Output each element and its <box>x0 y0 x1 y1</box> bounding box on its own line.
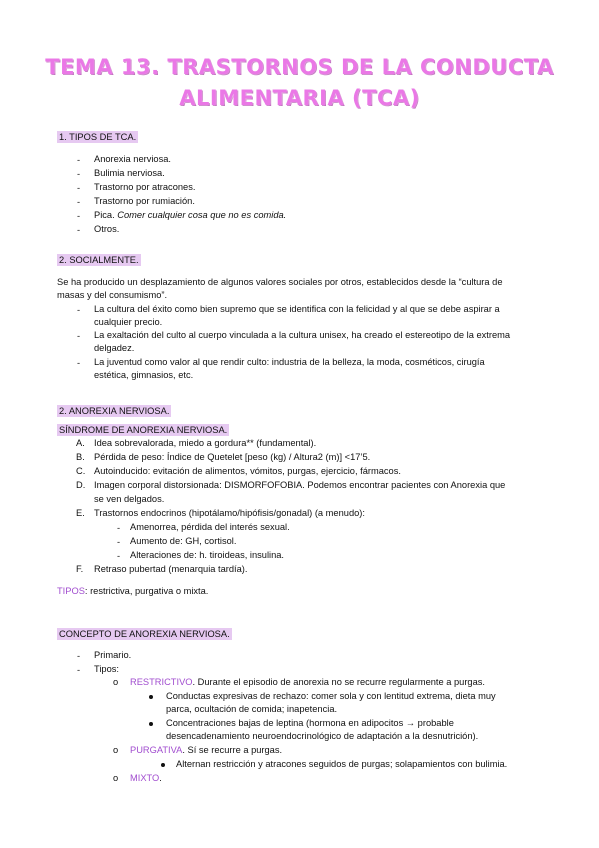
mixto-text: . <box>159 773 162 783</box>
tipos-label: TIPOS <box>57 586 85 596</box>
bullet-line: cualquier precio. <box>94 317 163 327</box>
bullet-line: Concentraciones bajas de leptina (hormona en adipocitos → probable <box>166 718 454 728</box>
section-heading-anorexia: 2. ANOREXIA NERVIOSA. <box>59 406 170 416</box>
dash-bullet: - <box>77 665 81 675</box>
list-item: Primario. <box>94 650 132 660</box>
sub-item: Aumento de: GH, cortisol. <box>130 536 237 546</box>
tipos-line <box>57 585 208 599</box>
criterion-a: Idea sobrevalorada, miedo a gordura** (fundamental). <box>94 438 317 448</box>
dash-bullet: - <box>77 651 81 661</box>
dash-bullet: - <box>77 155 81 165</box>
paragraph-line: Se ha producido un desplazamiento de algunos valores sociales por otros, establecidos desde la “cultura de <box>57 277 503 287</box>
section-heading-socialmente: 2. SOCIALMENTE. <box>59 255 139 265</box>
section-heading-concepto: CONCEPTO DE ANOREXIA NERVIOSA. <box>59 629 230 639</box>
title-line-2: ALIMENTARIA (TCA) <box>179 86 420 110</box>
criterion-c: Autoinducido: evitación de alimentos, vómitos, purgas, ejercicio, fármacos. <box>94 466 401 476</box>
list-item: Trastorno por rumiación. <box>94 196 195 206</box>
letter-marker: B. <box>76 452 85 462</box>
tipos-text: : restrictiva, purgativa o mixta. <box>84 586 209 596</box>
bullet-line: La cultura del éxito como bien supremo que se identifica con la felicidad y al que se debe aspirar a <box>94 304 500 314</box>
dot-bullet <box>149 722 153 726</box>
letter-marker: D. <box>76 480 86 490</box>
bullet-line: Conductas expresivas de rechazo: comer sola y con lentitud extrema, dieta muy <box>166 691 496 701</box>
dash-bullet: - <box>77 197 81 207</box>
bullet-line: estética, gimnasios, etc. <box>94 370 194 380</box>
list-item: Otros. <box>94 224 120 234</box>
bullet-line: desencadenamiento neuroendocrinológico de adaptación a la desnutrición). <box>166 731 479 741</box>
circle-bullet: o <box>113 773 119 783</box>
restrictivo-line <box>130 676 485 690</box>
restrictivo-label: RESTRICTIVO <box>130 677 193 687</box>
criterion-d-cont: se ven delgados. <box>94 494 165 504</box>
criterion-d: Imagen corporal distorsionada: DISMORFOFOBIA. Podemos encontrar pacientes con Anorexia que <box>94 480 506 490</box>
purgativa-label: PURGATIVA <box>130 745 183 755</box>
dash-bullet: - <box>117 537 121 547</box>
sub-item: Alteraciones de: h. tiroideas, insulina. <box>130 550 285 560</box>
purgativa-line <box>130 744 282 758</box>
list-item: Trastorno por atracones. <box>94 182 196 192</box>
letter-marker: E. <box>76 508 85 518</box>
mixto-line <box>130 772 162 786</box>
bullet-line: delgadez. <box>94 343 135 353</box>
circle-bullet: o <box>113 677 119 687</box>
bullet-line: La juventud como valor al que rendir culto: industria de la belleza, la moda, cosméticos, cirugía <box>94 357 485 367</box>
dot-bullet <box>161 763 165 767</box>
criterion-f: Retraso pubertad (menarquia tardía). <box>94 564 248 574</box>
dash-bullet: - <box>77 358 81 368</box>
bullet-line: parca, ocultación de comida; inapetencia. <box>166 704 338 714</box>
list-item: Anorexia nerviosa. <box>94 154 171 164</box>
criterion-e: Trastornos endocrinos (hipotálamo/hipófisis/gonadal) (a menudo): <box>94 508 365 518</box>
title-line-1: TEMA 13. TRASTORNOS DE LA CONDUCTA <box>45 55 554 79</box>
dash-bullet: - <box>117 523 121 533</box>
dash-bullet: - <box>77 225 81 235</box>
subheading-sindrome: SÍNDROME DE ANOREXIA NERVIOSA. <box>59 425 228 435</box>
pica-note: Comer cualquier cosa que no es comida. <box>117 210 287 220</box>
mixto-label: MIXTO <box>130 773 160 783</box>
list-item: Tipos: <box>94 664 119 674</box>
letter-marker: A. <box>76 438 85 448</box>
purgativa-text: . Sí se recurre a purgas. <box>182 745 283 755</box>
bullet-line: Alternan restricción y atracones seguidos de purgas; solapamientos con bulimia. <box>176 759 508 769</box>
dot-bullet <box>149 695 153 699</box>
circle-bullet: o <box>113 745 119 755</box>
dash-bullet: - <box>117 551 121 561</box>
list-item: Bulimia nerviosa. <box>94 168 165 178</box>
letter-marker: F. <box>76 564 84 574</box>
dash-bullet: - <box>77 183 81 193</box>
dash-bullet: - <box>77 211 81 221</box>
paragraph-line: masas y del consumismo”. <box>57 290 168 300</box>
dash-bullet: - <box>77 331 81 341</box>
pica-label: Pica. <box>94 210 115 220</box>
bullet-line: La exaltación del culto al cuerpo vinculada a la cultura unisex, ha creado el estereotipo de la extrema <box>94 330 511 340</box>
section-heading-tipos: 1. TIPOS DE TCA. <box>59 132 137 142</box>
sub-item: Amenorrea, pérdida del interés sexual. <box>130 522 290 532</box>
restrictivo-text: . Durante el episodio de anorexia no se recurre regularmente a purgas. <box>192 677 486 687</box>
list-item <box>94 209 286 223</box>
dash-bullet: - <box>77 169 81 179</box>
dash-bullet: - <box>77 305 81 315</box>
criterion-b: Pérdida de peso: Índice de Quetelet [peso (kg) / Altura2 (m)] <17’5. <box>94 452 371 462</box>
letter-marker: C. <box>76 466 86 476</box>
